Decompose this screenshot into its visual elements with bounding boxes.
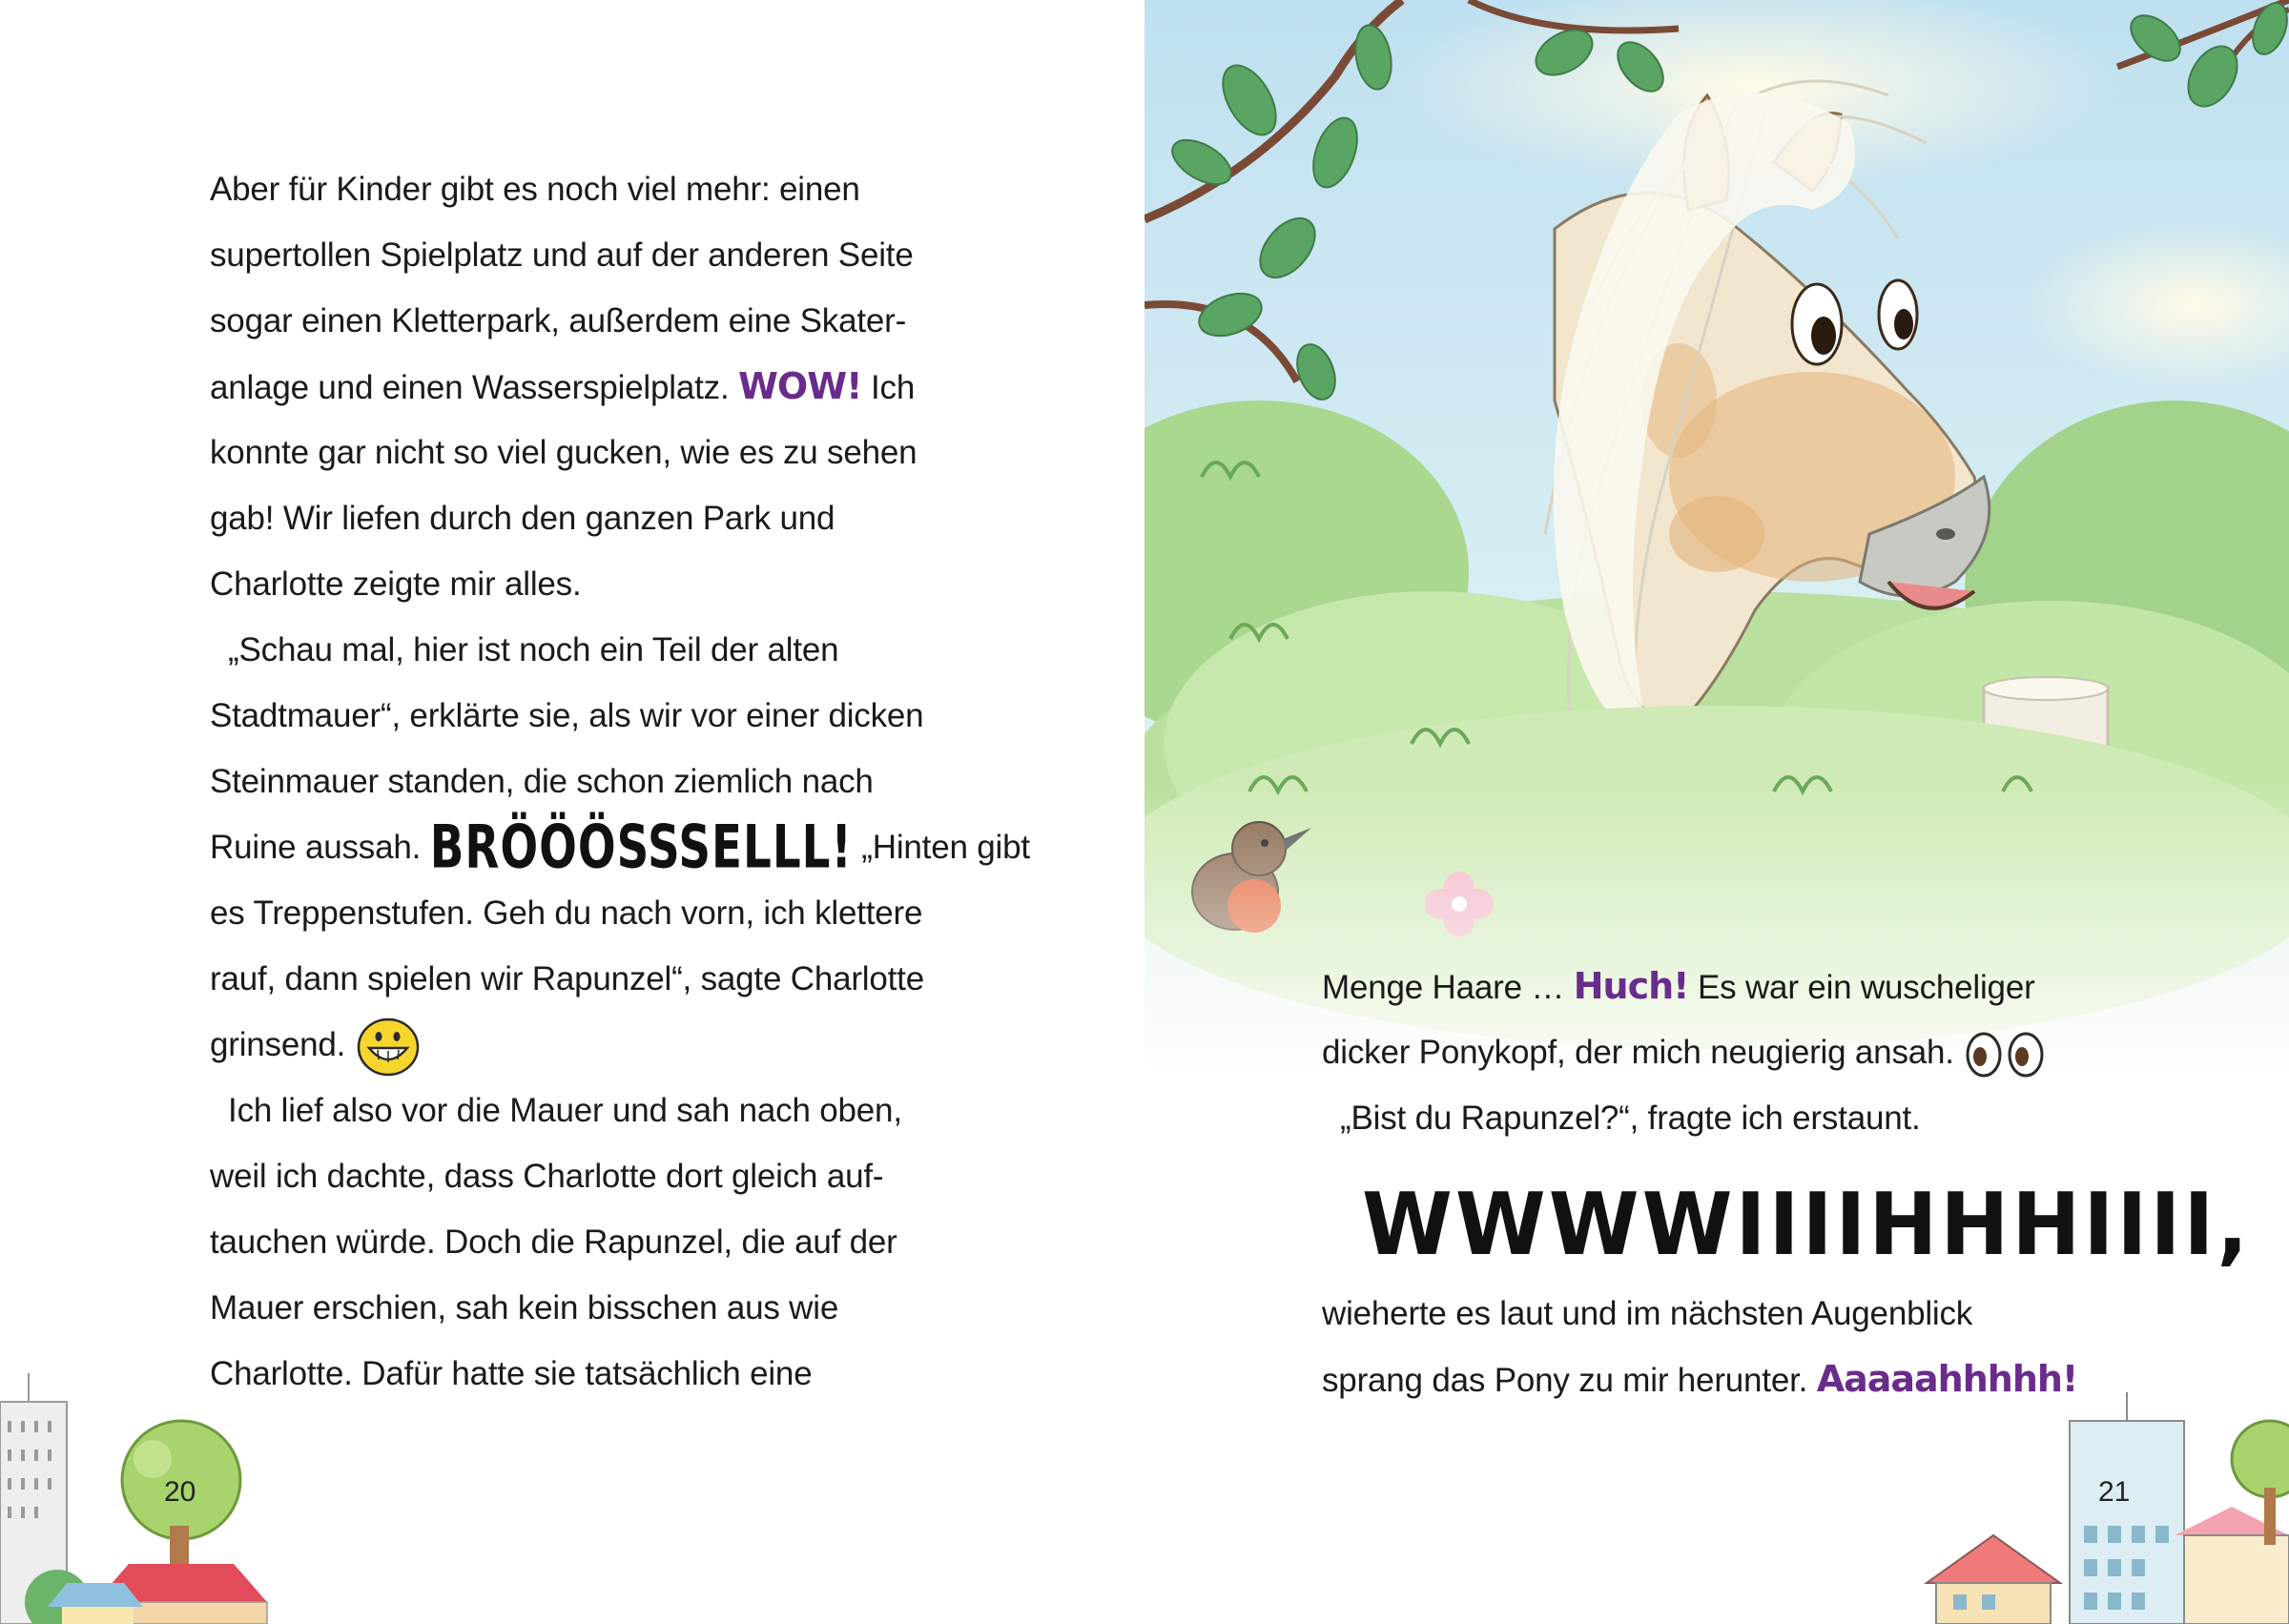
text-run: Ich (861, 369, 916, 406)
page-number-right: 21 (2098, 1476, 2131, 1508)
pony-illustration (1144, 0, 2289, 1106)
aaaah-exclamation: Aaaaahhhhh! (1816, 1358, 2078, 1400)
text-line: weil ich dachte, dass Charlotte dort gleich auf- (210, 1158, 884, 1195)
text-run: anlage und einen Wasserspielplatz. (210, 369, 738, 406)
text-line: Charlotte zeigte mir alles. (210, 565, 582, 603)
text-line: Aber für Kinder gibt es noch viel mehr: einen (210, 171, 860, 208)
grinning-smiley-icon (355, 1016, 422, 1079)
broesel-shout: BRÖÖÖSSSELLL! (429, 812, 853, 882)
text-line (1322, 954, 2049, 1019)
text-line (1322, 1019, 2049, 1085)
text-line: Steinmauer standen, die schon ziemlich nach (210, 763, 874, 800)
left-page (0, 0, 1144, 1624)
text-line: Ich lief also vor die Mauer und sah nach oben, (210, 1092, 902, 1129)
text-line (210, 354, 1030, 420)
text-line: wieherte es laut und im nächsten Augenblick (1322, 1295, 1973, 1332)
text-line: Charlotte. Dafür hatte sie tatsächlich eine (210, 1355, 813, 1392)
right-page (1144, 0, 2289, 1624)
city-decoration-left (0, 1373, 324, 1624)
left-page-text (210, 156, 1030, 1407)
huch-exclamation: Huch! (1573, 965, 1689, 1007)
text-line: „Bist du Rapunzel?“, fragte ich erstaunt. (1322, 1100, 1921, 1137)
text-line: tauchen würde. Doch die Rapunzel, die auf der (210, 1223, 897, 1261)
text-line: supertollen Spielplatz und auf der anderen Seite (210, 236, 914, 274)
wow-exclamation: WOW! (738, 365, 862, 407)
text-run: grinsend. (210, 1026, 355, 1063)
text-line: gab! Wir liefen durch den ganzen Park und (210, 500, 835, 537)
text-line: „Schau mal, hier ist noch ein Teil der alten (210, 631, 839, 668)
page-number-left: 20 (164, 1476, 196, 1508)
text-run: sprang das Pony zu mir herunter. (1322, 1362, 1817, 1399)
text-line (210, 1012, 1030, 1078)
text-line: es Treppenstufen. Geh du nach vorn, ich klettere (210, 894, 923, 932)
text-line: sogar einen Kletterpark, außerdem eine Skater- (210, 302, 907, 339)
text-run: dicker Ponykopf, der mich neugierig ansah. (1322, 1034, 1964, 1071)
text-line: rauf, dann spielen wir Rapunzel“, sagte Charlotte (210, 960, 924, 997)
text-line: konnte gar nicht so viel gucken, wie es zu sehen (210, 434, 918, 471)
text-run: Es war ein wuscheliger (1688, 969, 2035, 1006)
text-line (210, 814, 1030, 880)
text-line: Stadtmauer“, erklärte sie, als wir vor einer dicken (210, 697, 924, 734)
eyes-icon (1963, 1031, 2049, 1079)
neigh-sound: WWWWIIIIHHHIIII, (1362, 1175, 2252, 1275)
text-run: Ruine aussah. (210, 829, 430, 866)
text-line: Mauer erschien, sah kein bisschen aus wie (210, 1289, 839, 1326)
right-page-text (1322, 954, 2049, 1151)
text-run: Menge Haare … (1322, 969, 1574, 1006)
text-run: „Hinten gibt (852, 829, 1030, 866)
